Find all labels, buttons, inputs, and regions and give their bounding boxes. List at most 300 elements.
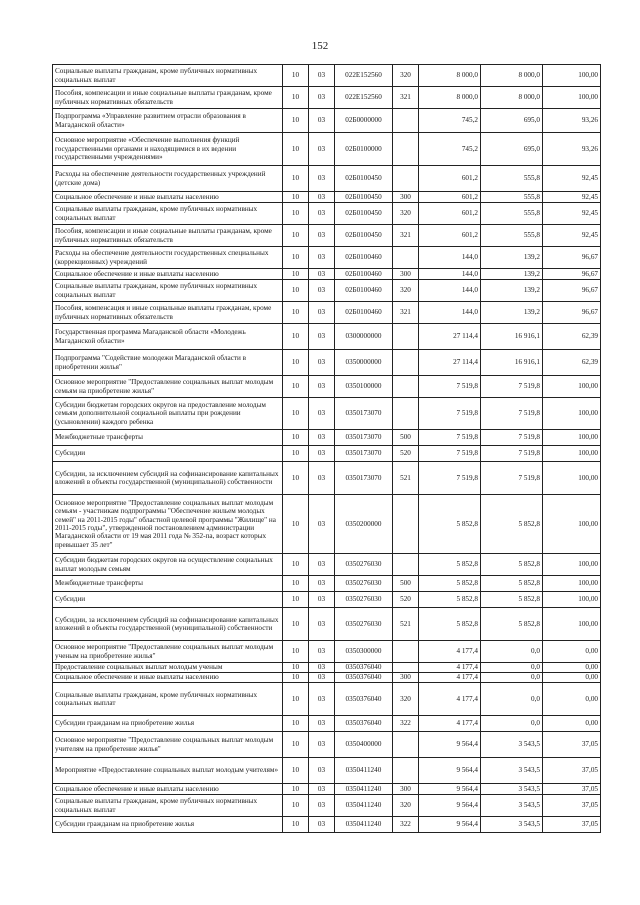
approved-amount-cell: 4 177,4: [419, 716, 481, 732]
subsection-code-cell: 03: [309, 87, 335, 109]
executed-amount-cell: 3 543,5: [481, 758, 543, 784]
executed-amount-cell: 0,0: [481, 663, 543, 673]
table-row: [53, 225, 601, 247]
approved-amount-cell: 4 177,4: [419, 683, 481, 716]
approved-amount-cell: 9 564,4: [419, 795, 481, 817]
executed-amount-cell: 0,0: [481, 673, 543, 683]
table-row: [53, 203, 601, 225]
approved-amount-cell: 7 519,8: [419, 398, 481, 430]
approved-amount-cell: 7 519,8: [419, 462, 481, 495]
table-row: [53, 592, 601, 608]
approved-amount-cell: 5 852,8: [419, 554, 481, 576]
approved-amount-cell: 144,0: [419, 280, 481, 302]
expense-type-cell: 321: [393, 302, 419, 324]
execution-percent-cell: 96,67: [543, 280, 601, 302]
row-name-cell: Основное мероприятие "Предоставление социальных выплат молодым семьям на приобретение жилья": [53, 376, 283, 398]
expense-type-cell: [393, 247, 419, 269]
section-code-cell: 10: [283, 192, 309, 203]
table-row: [53, 576, 601, 592]
expense-type-cell: 300: [393, 673, 419, 683]
executed-amount-cell: 7 519,8: [481, 430, 543, 446]
table-row: [53, 795, 601, 817]
row-name-cell: Субсидии гражданам на приобретение жилья: [53, 716, 283, 732]
target-article-cell: 0350411240: [335, 758, 393, 784]
row-name-cell: Пособия, компенсации и иные социальные выплаты гражданам, кроме публичных нормативных обязательств: [53, 87, 283, 109]
execution-percent-cell: 100,00: [543, 376, 601, 398]
subsection-code-cell: 03: [309, 166, 335, 192]
expense-type-cell: [393, 732, 419, 758]
table-row: [53, 817, 601, 833]
executed-amount-cell: 139,2: [481, 302, 543, 324]
approved-amount-cell: 7 519,8: [419, 446, 481, 462]
expense-type-cell: 321: [393, 225, 419, 247]
row-name-cell: Социальное обеспечение и иные выплаты населению: [53, 192, 283, 203]
subsection-code-cell: 03: [309, 269, 335, 280]
subsection-code-cell: 03: [309, 495, 335, 554]
subsection-code-cell: 03: [309, 592, 335, 608]
table-row: [53, 280, 601, 302]
approved-amount-cell: 4 177,4: [419, 673, 481, 683]
target-article-cell: 022Е152560: [335, 87, 393, 109]
subsection-code-cell: 03: [309, 225, 335, 247]
target-article-cell: 02Б0000000: [335, 109, 393, 133]
execution-percent-cell: 37,05: [543, 758, 601, 784]
section-code-cell: 10: [283, 795, 309, 817]
expense-type-cell: [393, 495, 419, 554]
target-article-cell: 02Б0100450: [335, 203, 393, 225]
subsection-code-cell: 03: [309, 203, 335, 225]
row-name-cell: Пособия, компенсация и иные социальные выплаты гражданам, кроме публичных нормативных обязательств: [53, 302, 283, 324]
section-code-cell: 10: [283, 398, 309, 430]
execution-percent-cell: 93,26: [543, 133, 601, 166]
subsection-code-cell: 03: [309, 608, 335, 641]
execution-percent-cell: 100,00: [543, 576, 601, 592]
execution-percent-cell: 37,05: [543, 784, 601, 795]
row-name-cell: Расходы на обеспечение деятельности государственных учреждений (детские дома): [53, 166, 283, 192]
table-row: [53, 350, 601, 376]
section-code-cell: 10: [283, 462, 309, 495]
executed-amount-cell: 3 543,5: [481, 732, 543, 758]
section-code-cell: 10: [283, 663, 309, 673]
table-row: [53, 398, 601, 430]
expense-type-cell: [393, 663, 419, 673]
table-row: [53, 716, 601, 732]
expense-type-cell: [393, 398, 419, 430]
subsection-code-cell: 03: [309, 784, 335, 795]
target-article-cell: 0350376040: [335, 683, 393, 716]
subsection-code-cell: 03: [309, 398, 335, 430]
approved-amount-cell: 9 564,4: [419, 758, 481, 784]
subsection-code-cell: 03: [309, 247, 335, 269]
section-code-cell: 10: [283, 683, 309, 716]
approved-amount-cell: 7 519,8: [419, 376, 481, 398]
approved-amount-cell: 4 177,4: [419, 641, 481, 663]
expense-type-cell: 520: [393, 446, 419, 462]
table-row: [53, 495, 601, 554]
expense-type-cell: 320: [393, 683, 419, 716]
section-code-cell: 10: [283, 225, 309, 247]
section-code-cell: 10: [283, 302, 309, 324]
subsection-code-cell: 03: [309, 376, 335, 398]
approved-amount-cell: 7 519,8: [419, 430, 481, 446]
target-article-cell: 0350276030: [335, 576, 393, 592]
target-article-cell: 0350173070: [335, 462, 393, 495]
expense-type-cell: [393, 133, 419, 166]
subsection-code-cell: 03: [309, 554, 335, 576]
row-name-cell: Мероприятие «Предоставление социальных выплат молодым учителям»: [53, 758, 283, 784]
table-row: [53, 65, 601, 87]
section-code-cell: 10: [283, 784, 309, 795]
execution-percent-cell: 100,00: [543, 398, 601, 430]
target-article-cell: 0350173070: [335, 446, 393, 462]
subsection-code-cell: 03: [309, 663, 335, 673]
row-name-cell: Основное мероприятие "Предоставление социальных выплат молодым ученым на приобретение жилья": [53, 641, 283, 663]
execution-percent-cell: 92,45: [543, 166, 601, 192]
execution-percent-cell: 62,39: [543, 324, 601, 350]
section-code-cell: 10: [283, 576, 309, 592]
execution-percent-cell: 100,00: [543, 495, 601, 554]
executed-amount-cell: 139,2: [481, 280, 543, 302]
executed-amount-cell: 7 519,8: [481, 376, 543, 398]
executed-amount-cell: 3 543,5: [481, 817, 543, 833]
section-code-cell: 10: [283, 716, 309, 732]
section-code-cell: 10: [283, 758, 309, 784]
execution-percent-cell: 0,00: [543, 663, 601, 673]
target-article-cell: 0350276030: [335, 608, 393, 641]
subsection-code-cell: 03: [309, 732, 335, 758]
subsection-code-cell: 03: [309, 462, 335, 495]
expense-type-cell: [393, 109, 419, 133]
subsection-code-cell: 03: [309, 716, 335, 732]
subsection-code-cell: 03: [309, 430, 335, 446]
executed-amount-cell: 139,2: [481, 269, 543, 280]
executed-amount-cell: 555,8: [481, 192, 543, 203]
executed-amount-cell: 555,8: [481, 225, 543, 247]
table-row: [53, 663, 601, 673]
section-code-cell: 10: [283, 280, 309, 302]
row-name-cell: Подпрограмма «Управление развитием отрасли образования в Магаданской области»: [53, 109, 283, 133]
executed-amount-cell: 695,0: [481, 109, 543, 133]
expense-type-cell: [393, 166, 419, 192]
row-name-cell: Субсидии бюджетам городских округов на осуществление социальных выплат молодым семьям: [53, 554, 283, 576]
target-article-cell: 0350173070: [335, 398, 393, 430]
execution-percent-cell: 100,00: [543, 462, 601, 495]
section-code-cell: 10: [283, 608, 309, 641]
subsection-code-cell: 03: [309, 324, 335, 350]
row-name-cell: Субсидии, за исключением субсидий на софинансирование капитальных вложений в объекты государственной (муниципальной) собственности: [53, 608, 283, 641]
row-name-cell: Основное мероприятие «Обеспечение выполнения функций государственными органами и находящимися в их ведении государственными учреждениями»: [53, 133, 283, 166]
expense-type-cell: 300: [393, 269, 419, 280]
subsection-code-cell: 03: [309, 109, 335, 133]
subsection-code-cell: 03: [309, 758, 335, 784]
approved-amount-cell: 601,2: [419, 225, 481, 247]
row-name-cell: Подпрограмма "Содействие молодежи Магаданской области в приобретении жилья": [53, 350, 283, 376]
target-article-cell: 0350376040: [335, 673, 393, 683]
approved-amount-cell: 601,2: [419, 203, 481, 225]
execution-percent-cell: 100,00: [543, 592, 601, 608]
table-row: [53, 269, 601, 280]
target-article-cell: 0350376040: [335, 663, 393, 673]
expense-type-cell: 320: [393, 280, 419, 302]
target-article-cell: 0350411240: [335, 784, 393, 795]
table-row: [53, 302, 601, 324]
table-row: [53, 133, 601, 166]
expense-type-cell: 500: [393, 430, 419, 446]
section-code-cell: 10: [283, 109, 309, 133]
executed-amount-cell: 0,0: [481, 683, 543, 716]
row-name-cell: Межбюджетные трансферты: [53, 576, 283, 592]
execution-percent-cell: 100,00: [543, 608, 601, 641]
execution-percent-cell: 0,00: [543, 641, 601, 663]
execution-percent-cell: 100,00: [543, 65, 601, 87]
row-name-cell: Субсидии, за исключением субсидий на софинансирование капитальных вложений в объекты государственной (муниципальной) собственности: [53, 462, 283, 495]
approved-amount-cell: 601,2: [419, 166, 481, 192]
execution-percent-cell: 92,45: [543, 203, 601, 225]
section-code-cell: 10: [283, 554, 309, 576]
subsection-code-cell: 03: [309, 673, 335, 683]
section-code-cell: 10: [283, 87, 309, 109]
table-row: [53, 554, 601, 576]
section-code-cell: 10: [283, 203, 309, 225]
budget-table-body: [53, 65, 601, 833]
section-code-cell: 10: [283, 324, 309, 350]
section-code-cell: 10: [283, 269, 309, 280]
table-row: [53, 641, 601, 663]
expense-type-cell: [393, 324, 419, 350]
target-article-cell: 02Б0100000: [335, 133, 393, 166]
expense-type-cell: 322: [393, 716, 419, 732]
executed-amount-cell: 555,8: [481, 166, 543, 192]
target-article-cell: 022Е152560: [335, 65, 393, 87]
target-article-cell: 0350376040: [335, 716, 393, 732]
row-name-cell: Государственная программа Магаданской области «Молодежь Магаданской области»: [53, 324, 283, 350]
budget-table: [52, 64, 601, 833]
expense-type-cell: [393, 554, 419, 576]
table-row: [53, 166, 601, 192]
row-name-cell: Пособия, компенсации и иные социальные выплаты гражданам, кроме публичных нормативных обязательств: [53, 225, 283, 247]
expense-type-cell: 521: [393, 608, 419, 641]
row-name-cell: Социальное обеспечение и иные выплаты населению: [53, 673, 283, 683]
execution-percent-cell: 100,00: [543, 554, 601, 576]
approved-amount-cell: 5 852,8: [419, 576, 481, 592]
approved-amount-cell: 5 852,8: [419, 608, 481, 641]
execution-percent-cell: 37,05: [543, 795, 601, 817]
section-code-cell: 10: [283, 446, 309, 462]
target-article-cell: 0350276030: [335, 592, 393, 608]
executed-amount-cell: 555,8: [481, 203, 543, 225]
executed-amount-cell: 5 852,8: [481, 554, 543, 576]
subsection-code-cell: 03: [309, 576, 335, 592]
expense-type-cell: 500: [393, 576, 419, 592]
executed-amount-cell: 5 852,8: [481, 592, 543, 608]
expense-type-cell: [393, 350, 419, 376]
expense-type-cell: 300: [393, 192, 419, 203]
target-article-cell: 02Б0100450: [335, 192, 393, 203]
table-row: [53, 758, 601, 784]
execution-percent-cell: 62,39: [543, 350, 601, 376]
execution-percent-cell: 92,45: [543, 225, 601, 247]
row-name-cell: Субсидии гражданам на приобретение жилья: [53, 817, 283, 833]
target-article-cell: 0300000000: [335, 324, 393, 350]
execution-percent-cell: 92,45: [543, 192, 601, 203]
subsection-code-cell: 03: [309, 817, 335, 833]
expense-type-cell: 321: [393, 87, 419, 109]
execution-percent-cell: 37,05: [543, 732, 601, 758]
section-code-cell: 10: [283, 430, 309, 446]
executed-amount-cell: 16 916,1: [481, 350, 543, 376]
executed-amount-cell: 8 000,0: [481, 65, 543, 87]
target-article-cell: 02Б0100460: [335, 269, 393, 280]
executed-amount-cell: 16 916,1: [481, 324, 543, 350]
row-name-cell: Субсидии: [53, 446, 283, 462]
table-row: [53, 673, 601, 683]
expense-type-cell: 320: [393, 203, 419, 225]
subsection-code-cell: 03: [309, 280, 335, 302]
target-article-cell: 02Б0100450: [335, 166, 393, 192]
table-row: [53, 109, 601, 133]
execution-percent-cell: 37,05: [543, 817, 601, 833]
approved-amount-cell: 9 564,4: [419, 732, 481, 758]
execution-percent-cell: 96,67: [543, 247, 601, 269]
subsection-code-cell: 03: [309, 350, 335, 376]
approved-amount-cell: 8 000,0: [419, 87, 481, 109]
approved-amount-cell: 27 114,4: [419, 350, 481, 376]
executed-amount-cell: 7 519,8: [481, 446, 543, 462]
section-code-cell: 10: [283, 65, 309, 87]
execution-percent-cell: 100,00: [543, 430, 601, 446]
row-name-cell: Социальные выплаты гражданам, кроме публичных нормативных социальных выплат: [53, 280, 283, 302]
target-article-cell: 0350276030: [335, 554, 393, 576]
section-code-cell: 10: [283, 133, 309, 166]
subsection-code-cell: 03: [309, 641, 335, 663]
expense-type-cell: 320: [393, 795, 419, 817]
expense-type-cell: 322: [393, 817, 419, 833]
expense-type-cell: 520: [393, 592, 419, 608]
section-code-cell: 10: [283, 166, 309, 192]
row-name-cell: Основное мероприятие "Предоставление социальных выплат молодым семьям - участникам подпрограммы "Обеспечение жильем молодых семей" на 2011-2015 годы" областной целевой программы "Жилище" на 2011-2015 годы", утвержденной постановлением администрации Магаданской области от 19 мая 2011 года № 352-па, возраст которых превышает 35 лет": [53, 495, 283, 554]
subsection-code-cell: 03: [309, 133, 335, 166]
approved-amount-cell: 8 000,0: [419, 65, 481, 87]
execution-percent-cell: 0,00: [543, 716, 601, 732]
section-code-cell: 10: [283, 592, 309, 608]
approved-amount-cell: 144,0: [419, 302, 481, 324]
approved-amount-cell: 27 114,4: [419, 324, 481, 350]
row-name-cell: Социальное обеспечение и иные выплаты населению: [53, 269, 283, 280]
execution-percent-cell: 100,00: [543, 446, 601, 462]
section-code-cell: 10: [283, 376, 309, 398]
section-code-cell: 10: [283, 673, 309, 683]
subsection-code-cell: 03: [309, 446, 335, 462]
approved-amount-cell: 144,0: [419, 269, 481, 280]
execution-percent-cell: 96,67: [543, 269, 601, 280]
table-row: [53, 192, 601, 203]
table-row: [53, 462, 601, 495]
subsection-code-cell: 03: [309, 65, 335, 87]
expense-type-cell: [393, 376, 419, 398]
executed-amount-cell: 5 852,8: [481, 576, 543, 592]
executed-amount-cell: 3 543,5: [481, 784, 543, 795]
target-article-cell: 0350300000: [335, 641, 393, 663]
section-code-cell: 10: [283, 641, 309, 663]
expense-type-cell: [393, 758, 419, 784]
executed-amount-cell: 695,0: [481, 133, 543, 166]
target-article-cell: 02Б0100460: [335, 302, 393, 324]
target-article-cell: 02Б0100450: [335, 225, 393, 247]
row-name-cell: Предоставление социальных выплат молодым ученым: [53, 663, 283, 673]
target-article-cell: 0350200000: [335, 495, 393, 554]
table-row: [53, 608, 601, 641]
table-row: [53, 376, 601, 398]
expense-type-cell: 300: [393, 784, 419, 795]
subsection-code-cell: 03: [309, 795, 335, 817]
approved-amount-cell: 745,2: [419, 109, 481, 133]
executed-amount-cell: 5 852,8: [481, 495, 543, 554]
table-row: [53, 87, 601, 109]
target-article-cell: 0350411240: [335, 795, 393, 817]
approved-amount-cell: 4 177,4: [419, 663, 481, 673]
row-name-cell: Субсидии бюджетам городских округов на предоставление молодым семьям дополнительной социальной выплаты при рождении (усыновлении) каждого ребенка: [53, 398, 283, 430]
row-name-cell: Межбюджетные трансферты: [53, 430, 283, 446]
target-article-cell: 02Б0100460: [335, 280, 393, 302]
table-row: [53, 247, 601, 269]
section-code-cell: 10: [283, 817, 309, 833]
target-article-cell: 0350400000: [335, 732, 393, 758]
section-code-cell: 10: [283, 732, 309, 758]
execution-percent-cell: 0,00: [543, 673, 601, 683]
execution-percent-cell: 100,00: [543, 87, 601, 109]
target-article-cell: 0350100000: [335, 376, 393, 398]
subsection-code-cell: 03: [309, 302, 335, 324]
target-article-cell: 0350000000: [335, 350, 393, 376]
subsection-code-cell: 03: [309, 192, 335, 203]
executed-amount-cell: 3 543,5: [481, 795, 543, 817]
approved-amount-cell: 144,0: [419, 247, 481, 269]
table-row: [53, 732, 601, 758]
section-code-cell: 10: [283, 247, 309, 269]
executed-amount-cell: 8 000,0: [481, 87, 543, 109]
target-article-cell: 0350411240: [335, 817, 393, 833]
approved-amount-cell: 601,2: [419, 192, 481, 203]
approved-amount-cell: 5 852,8: [419, 592, 481, 608]
table-row: [53, 784, 601, 795]
expense-type-cell: [393, 641, 419, 663]
row-name-cell: Субсидии: [53, 592, 283, 608]
executed-amount-cell: 0,0: [481, 716, 543, 732]
section-code-cell: 10: [283, 350, 309, 376]
subsection-code-cell: 03: [309, 683, 335, 716]
row-name-cell: Социальные выплаты гражданам, кроме публичных нормативных социальных выплат: [53, 65, 283, 87]
expense-type-cell: 521: [393, 462, 419, 495]
executed-amount-cell: 5 852,8: [481, 608, 543, 641]
table-row: [53, 430, 601, 446]
row-name-cell: Социальные выплаты гражданам, кроме публичных нормативных социальных выплат: [53, 203, 283, 225]
executed-amount-cell: 139,2: [481, 247, 543, 269]
table-row: [53, 324, 601, 350]
approved-amount-cell: 5 852,8: [419, 495, 481, 554]
executed-amount-cell: 7 519,8: [481, 398, 543, 430]
row-name-cell: Социальные выплаты гражданам, кроме публичных нормативных социальных выплат: [53, 683, 283, 716]
table-row: [53, 683, 601, 716]
table-row: [53, 446, 601, 462]
approved-amount-cell: 9 564,4: [419, 817, 481, 833]
page-number: 152: [311, 40, 329, 52]
executed-amount-cell: 0,0: [481, 641, 543, 663]
row-name-cell: Социальные выплаты гражданам, кроме публичных нормативных социальных выплат: [53, 795, 283, 817]
execution-percent-cell: 93,26: [543, 109, 601, 133]
expense-type-cell: 320: [393, 65, 419, 87]
row-name-cell: Основное мероприятие "Предоставление социальных выплат молодым учителям на приобретение жилья": [53, 732, 283, 758]
section-code-cell: 10: [283, 495, 309, 554]
